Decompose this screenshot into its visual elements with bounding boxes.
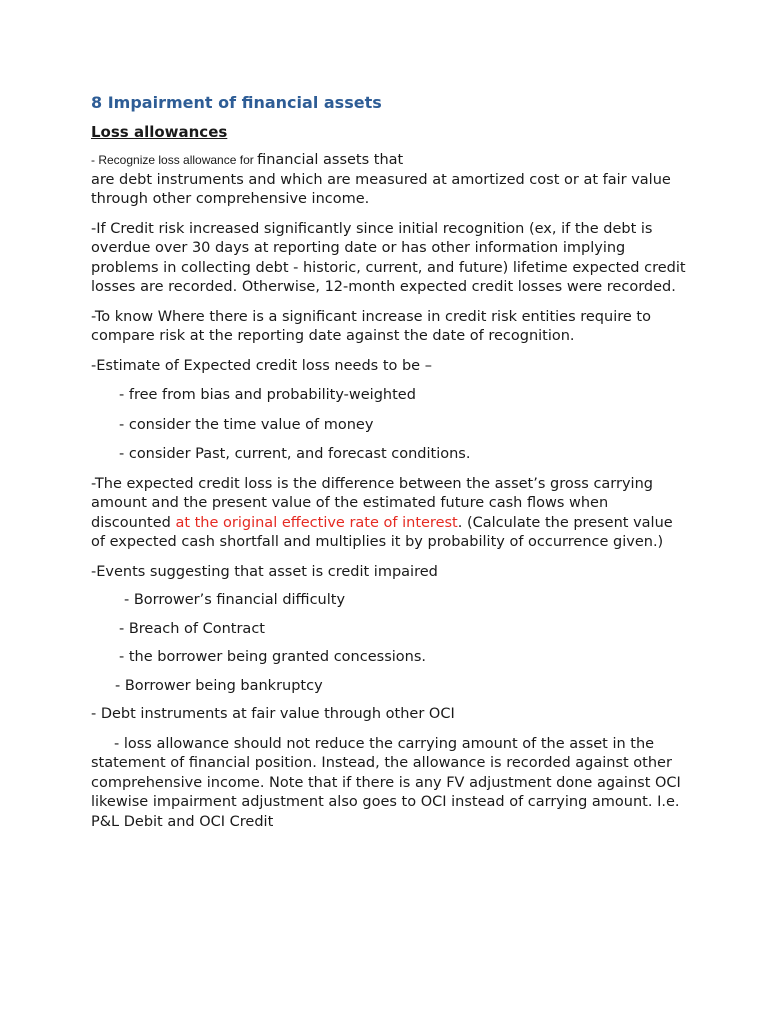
list-item: - free from bias and probability-weighted [119,387,416,403]
paragraph-significant-increase: -To know Where there is a significant increase in credit risk entities require to compare risk at the reporting date against the date of recognition. [91,308,651,344]
paragraph-recognize-lead: - Recognize loss allowance for [91,153,258,167]
subheading-loss-allowances: Loss allowances [91,123,228,141]
list-item: - consider the time value of money [119,416,374,433]
paragraph-recognize-line2: are debt instruments and which are measured at amortized cost or at fair value [91,171,671,188]
paragraph-estimate-ecl: -Estimate of Expected credit loss needs to be – [91,357,432,374]
section-heading: 8 Impairment of financial assets [91,93,382,112]
paragraph-ecl-definition [91,475,691,553]
paragraph-ecl-before: -The expected credit loss is the difference between the asset’s gross carrying amount and the present value of the estimated future cash flows when discounted [91,475,653,531]
list-item: - consider Past, current, and forecast conditions. [119,446,471,462]
paragraph-credit-risk: -If Credit risk increased significantly since initial recognition (ex, if the debt is overdue over 30 days at reporting date or has other information implying problems in collecting debt - historic, current, and future) lifetime expected credit losses are recorded. Otherwise, 12-month expected credit losses were recorded. [91,220,686,295]
paragraph-recognize [91,151,691,210]
paragraph-recognize-line1: financial assets that [257,152,404,168]
list-item: - Breach of Contract [119,620,265,637]
paragraph-debt-instruments-oci: - Debt instruments at fair value through other OCI [91,706,455,722]
paragraph-ecl-after: . (Calculate the present value of expected cash shortfall and multiplies it by probability of occurrence given.) [91,514,673,550]
paragraph-recognize-line3: through other comprehensive income. [91,191,370,207]
list-item: - the borrower being granted concessions. [119,649,426,665]
document-page [91,92,691,842]
highlighted-text: at the original effective rate of interest [175,514,458,531]
paragraph-credit-impaired-events: -Events suggesting that asset is credit impaired [91,563,438,580]
paragraph-loss-allowance-oci: - loss allowance should not reduce the carrying amount of the asset in the statement of financial position. Instead, the allowance is recorded against other comprehensive income. Note that if there is any FV adjustment done against OCI likewise impairment adjustment also goes to OCI instead of carrying amount. I.e. P&L Debit and OCI Credit [91,735,681,830]
list-item: - Borrower being bankruptcy [115,677,323,694]
list-item: - Borrower’s financial difficulty [124,592,346,608]
